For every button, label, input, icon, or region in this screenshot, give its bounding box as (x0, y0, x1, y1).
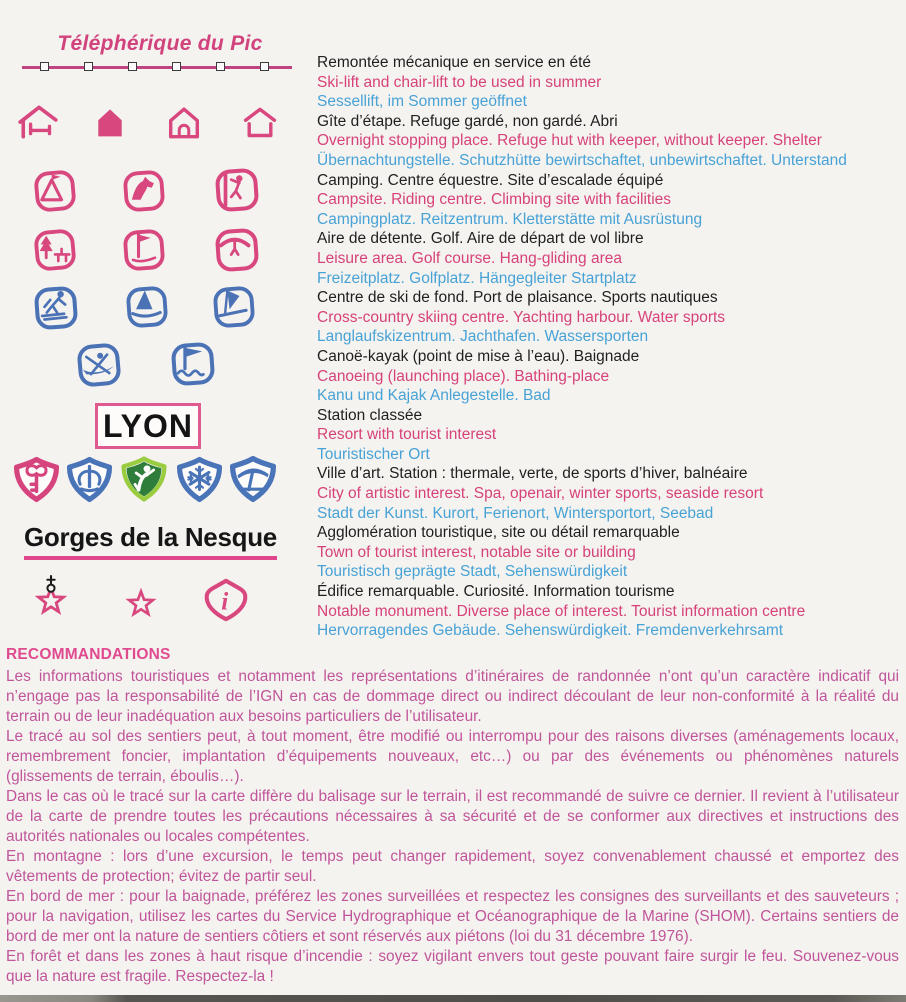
sailboat-icon (125, 285, 169, 329)
legend-line-fr: Édifice remarquable. Curiosité. Information tourisme (317, 583, 675, 601)
legend-text-block (317, 53, 903, 641)
legend-line-en: City of artistic interest. Spa, openair, winter sports, seaside resort (317, 485, 764, 503)
refuge-non-garde-icon (165, 103, 203, 140)
legend-line-en: Resort with tourist interest (317, 426, 497, 444)
seaside-umbrella-shield-icon (229, 455, 277, 503)
legend-line-de: Langlaufskizentrum. Jachthafen. Wassersporten (317, 328, 649, 346)
legend-line-fr: Canoë-kayak (point de mise à l’eau). Baignade (317, 347, 640, 365)
monument-star-icon (30, 574, 72, 618)
legend-line-en: Canoeing (launching place). Bathing-place (317, 367, 610, 385)
leisure-area-icon (33, 228, 77, 272)
legend-line-fr: Station classée (317, 406, 423, 424)
refuge-garde-icon (92, 104, 128, 140)
cable-pylon-square (216, 62, 225, 71)
cable-pylon-square (172, 62, 181, 71)
legend-line-de: Übernachtungstelle. Schutzhütte bewirtschaftet, unbewirtschaftet. Unterstand (317, 151, 847, 169)
spa-shield-icon (66, 456, 113, 503)
ropeway-title: Téléphérique du Pic (57, 32, 263, 55)
cable-pylon-square (40, 62, 49, 71)
legend-line-fr: Centre de ski de fond. Port de plaisance. Sports nautiques (317, 289, 718, 307)
legend-line-fr: Camping. Centre équestre. Site d’escalade équipé (317, 171, 664, 189)
legend-line-en: Leisure area. Golf course. Hang-gliding area (317, 249, 623, 267)
legend-line-fr: Remontée mécanique en service en été (317, 54, 591, 71)
station-verte-shield-icon (120, 455, 168, 503)
canoe-kayak-icon (76, 342, 122, 388)
hang-glider-icon (214, 227, 260, 273)
cable-pylon-square (128, 62, 137, 71)
recommendation-paragraph: Dans le cas où le tracé sur la carte diffère du balisage sur le terrain, il est recommandé de suivre ce dernier. Il revient à l’utilisateur de la carte de prendre toutes les précautions nécessaires à sa sécurité et de se conformer aux directives et instructions des autorités nationales ou locales compétentes. (6, 788, 899, 845)
legend-line-de: Touristischer Ort (317, 445, 430, 463)
legend-line-en: Notable monument. Diverse place of interest. Tourist information centre (317, 602, 806, 620)
climbing-icon (214, 167, 260, 213)
scan-edge-bar (0, 995, 906, 1002)
notable-site-example (24, 522, 277, 560)
legend-line-fr: Agglomération touristique, site ou détail remarquable (317, 524, 680, 542)
legend-line-en: Ski-lift and chair-lift to be used in summer (317, 73, 602, 91)
windsurf-icon (212, 284, 256, 330)
golf-flag-icon (122, 228, 166, 272)
legend-line-de: Sessellift, im Sommer geöffnet (317, 93, 527, 111)
legend-line-de: Hervorragendes Gebäude. Sehenswürdigkeit. Fremdenverkehrsamt (317, 622, 784, 640)
legend-line-en: Campsite. Riding centre. Climbing site with facilities (317, 191, 672, 209)
gite-etape-icon (18, 102, 60, 140)
recommendation-paragraph: En bord de mer : pour la baignade, préférez les zones surveillées et respectez les consignes des surveillants et des sauveteurs ; pour la navigation, utilisez les cartes du Service Hydrographique et Océanographique de la Marine (SHOM). Certains sentiers de bord de mer ont la nature de sentiers côtiers et sont réservés aux piétons (loi du 31 décembre 1976). (6, 888, 899, 945)
legend-line-de: Kanu und Kajak Anlegestelle. Bad (317, 387, 551, 405)
recommendation-paragraph: En montagne : lors d’une excursion, le temps peut changer rapidement, soyez convenablement chaussé et emportez des vêtements de protection; évitez de partir seul. (6, 848, 899, 885)
legend-line-de: Touristisch geprägte Stadt, Sehenswürdigkeit (317, 563, 628, 581)
legend-line-en: Overnight stopping place. Refuge hut with keeper, without keeper. Shelter (317, 132, 822, 150)
site-name-label: Gorges de la Nesque (24, 522, 277, 552)
legend-line-de: Stadt der Kunst. Kurort, Ferienort, Wintersportort, Seebad (317, 504, 714, 522)
recommendation-paragraph: Les informations touristiques et notamment les représentations d’itinéraires de randonnée n’ont qu’un caractère indicatif qui n’engage pas la responsabilité de l’IGN en cas de dommage direct ou indirect découlant de leur non-conformité à la réalité du terrain ou de leur inadéquation aux besoins particuliers de l’utilisateur. (6, 668, 899, 725)
cable-pylon-square (84, 62, 93, 71)
recommendation-paragraph: En forêt et dans les zones à haut risque d’incendie : soyez vigilant envers tout geste pouvant faire surgir le feu. Souvenez-vous que la nature est fragile. Respectez-la ! (6, 948, 899, 985)
tourist-info-icon (202, 576, 250, 624)
legend-line-de: Campingplatz. Reitzentrum. Kletterstätte mit Ausrüstung (317, 210, 703, 228)
legend-line-fr: Ville d’art. Station : thermale, verte, de sports d’hiver, balnéaire (317, 465, 748, 483)
legend-line-fr: Gîte d’étape. Refuge gardé, non gardé. Abri (317, 112, 618, 130)
classified-resort-example (95, 403, 201, 449)
legend-line-en: Town of tourist interest, notable site or building (317, 543, 636, 561)
recommendations-body (6, 667, 899, 987)
winter-sports-snowflake-shield-icon (176, 456, 223, 503)
curiosity-star-icon (120, 584, 162, 626)
cable-pylon-square (260, 62, 269, 71)
abri-icon (242, 104, 278, 140)
svg-text:i: i (221, 588, 229, 616)
riding-horse-icon (122, 169, 166, 213)
camping-tent-icon (33, 169, 77, 213)
town-name-label: LYON (103, 407, 193, 444)
recommendations-heading: RECOMMANDATIONS (6, 646, 171, 663)
recommendation-paragraph: Le tracé au sol des sentiers peut, à tout moment, être modifié ou interrompu pour des raisons diverses (aménagements locaux, remembrement foncier, implantation d’équipements nouveaux, etc…) ou par des événements ou phénomènes naturels (glissements de terrain, éboulis…). (6, 728, 899, 785)
legend-line-fr: Aire de détente. Golf. Aire de départ de vol libre (317, 230, 644, 248)
art-city-key-shield-icon (13, 456, 60, 503)
legend-line-en: Cross-country skiing centre. Yachting harbour. Water sports (317, 308, 726, 326)
legend-line-de: Freizeitplatz. Golfplatz. Hängegleiter Startplatz (317, 269, 637, 287)
cable-line-icon (22, 66, 292, 69)
cross-country-ski-icon (33, 285, 79, 331)
bathing-flag-icon (170, 341, 216, 387)
